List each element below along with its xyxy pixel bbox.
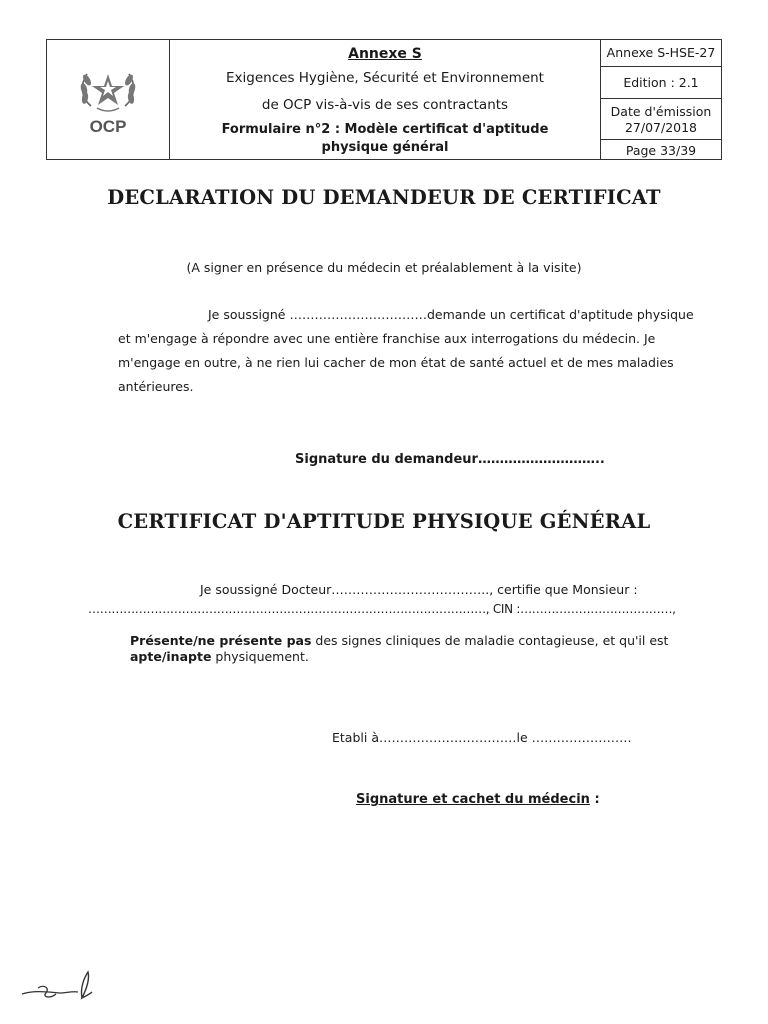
header-line-1: Exigences Hygiène, Sécurité et Environnement	[226, 70, 544, 86]
presence-rest: des signes cliniques de maladie contagieuse, et qu'il est	[311, 633, 669, 648]
doctor-line: Je soussigné Docteur……………………………….., certifie que Monsieur :	[200, 582, 638, 597]
page-number: Page 33/39	[625, 143, 697, 158]
document-reference: Annexe S-HSE-27	[606, 45, 716, 60]
declaration-line-3: m'engage en outre, à ne rien lui cacher de mon état de santé actuel et de mes maladies	[118, 355, 674, 370]
issue-date-label: Date d'émission	[610, 104, 712, 119]
presence-options: Présente/ne présente pas	[130, 633, 312, 648]
patient-cin-line: …………………………………………………………………………………………, CIN :…………………………………,	[88, 602, 676, 616]
applicant-signature-field: Signature du demandeur………………………..	[295, 452, 605, 467]
issue-date-value: 27/07/2018	[624, 120, 698, 135]
header-line-2: de OCP vis-à-vis de ses contractants	[261, 97, 509, 113]
declaration-line-2: et m'engage à répondre avec une entière franchise aux interrogations du médecin. Je	[118, 331, 656, 346]
annex-title: Annexe S	[348, 46, 422, 62]
doctor-signature-label: Signature et cachet du médecin	[356, 792, 590, 807]
handwritten-initials-icon	[20, 966, 110, 1006]
ocp-logo	[47, 40, 169, 159]
declaration-line-4: antérieures.	[118, 379, 194, 394]
ocp-emblem-icon	[47, 40, 169, 159]
header-divider	[600, 66, 722, 67]
svg-text:OCP: OCP	[89, 117, 127, 136]
document-header-table	[46, 39, 722, 160]
doctor-signature-colon: :	[589, 792, 600, 807]
fitness-rest: physiquement.	[211, 649, 309, 664]
header-divider	[600, 139, 722, 140]
fitness-statement	[130, 645, 309, 669]
declaration-title: DECLARATION DU DEMANDEUR DE CERTIFICAT	[107, 186, 661, 209]
declaration-subtitle: (A signer en présence du médecin et préalablement à la visite)	[186, 260, 582, 275]
fitness-options: apte/inapte	[130, 649, 212, 664]
place-date-field: Etabli à……………………………le ……………………	[332, 730, 632, 745]
declaration-line-1: Je soussigné ……………………………demande un certificat d'aptitude physique	[208, 307, 694, 322]
edition: Edition : 2.1	[623, 75, 699, 90]
form-title-line-1: Formulaire n°2 : Modèle certificat d'aptitude	[221, 122, 549, 137]
form-title-line-2: physique général	[321, 140, 449, 155]
header-title-cell	[170, 40, 600, 159]
header-divider	[600, 98, 722, 99]
certificate-title: CERTIFICAT D'APTITUDE PHYSIQUE GÉNÉRAL	[117, 510, 651, 533]
doctor-signature-field	[356, 792, 600, 807]
